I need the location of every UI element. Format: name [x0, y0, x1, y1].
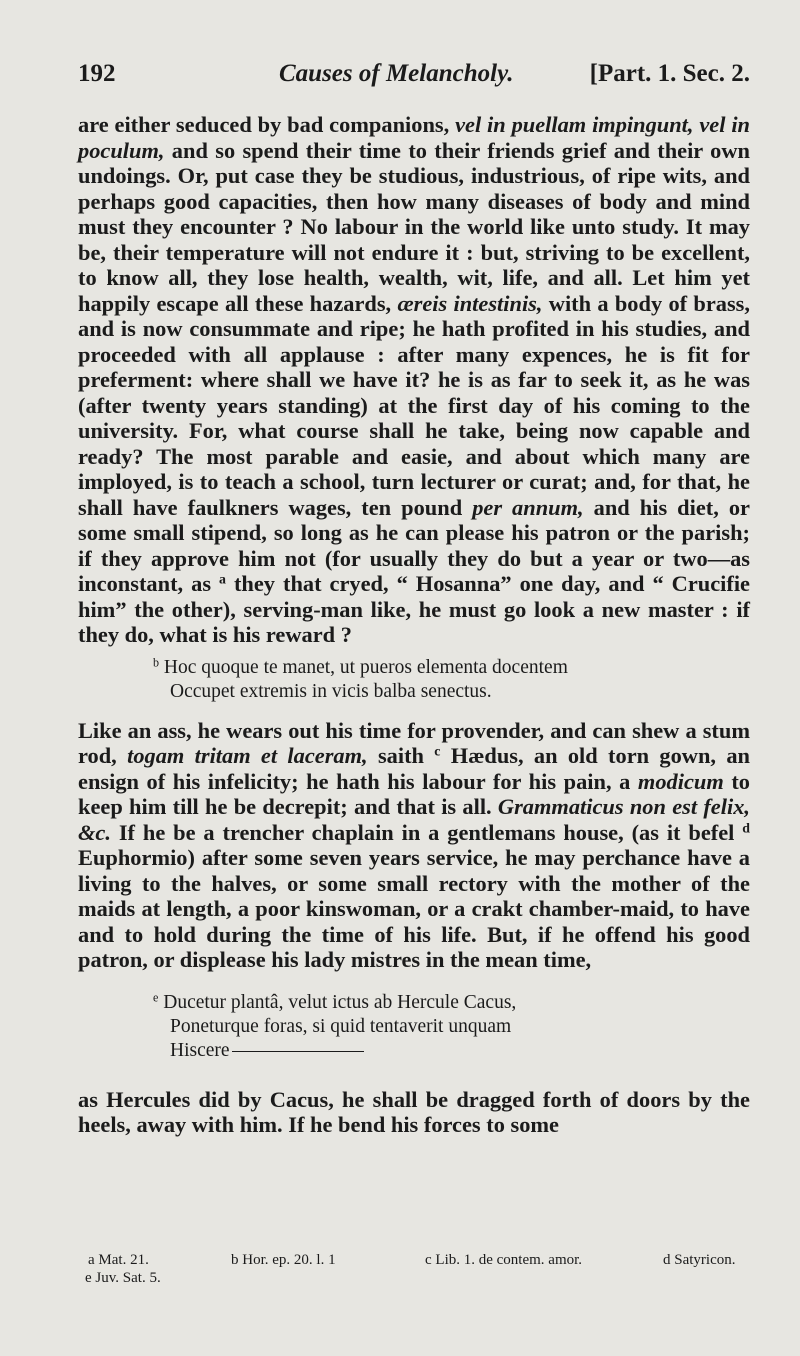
verse-text: Ducetur plantâ, velut ictus ab Hercule Cacus,	[158, 991, 517, 1013]
footnote-marker-c: c	[434, 744, 441, 760]
text-run: with a body of brass, and is now consummate and ripe; he hath profited in his studies, and proceeded with all applause : after many expences, he is fit for preferment: where shall we have it? he is as far to seek it, as he was (after twenty years standing) at the first day of his coming to the university. For, what course shall he take, being now capable and ready? The most parable and easie, and about which many are imployed, is to teach a school, turn lecturer or curat; and, for that, he shall have faulkners wages, ten pound	[78, 290, 750, 520]
paragraph-1	[78, 112, 750, 648]
text-run: are either seduced by bad companions,	[78, 112, 456, 137]
footnote-a: a Mat. 21.	[88, 1252, 149, 1268]
latin-phrase: per annum,	[472, 494, 584, 520]
latin-phrase: togam tritam et laceram,	[127, 743, 368, 768]
footnote-marker-a: a	[219, 572, 226, 588]
running-header	[78, 60, 750, 96]
text-run: Hædus, an old torn gown, an ensign of his infelicity; he hath his labour for his pain, a	[78, 743, 750, 794]
latin-phrase: Grammaticus non est felix, &c.	[78, 794, 750, 845]
text-run: If he be a trencher chaplain in a gentlemans house, (as it befel	[110, 819, 743, 845]
paragraph-3: as Hercules did by Cacus, he shall be dragged forth of doors by the heels, away with him. If he bend his forces to some	[78, 1086, 750, 1137]
latin-phrase: vel in puellam impingunt, vel in poculum,	[78, 112, 750, 163]
verse-line	[153, 656, 750, 680]
footnote-marker-b: b	[153, 654, 160, 669]
verse-quote-2	[153, 991, 750, 1063]
verse-text: Hoc quoque te manet, ut pueros elementa docentem	[159, 656, 568, 678]
text-run: to keep him till he be decrepit; and that is all.	[78, 768, 751, 819]
page-number: 192	[78, 60, 116, 87]
section-label: [Part. 1. Sec. 2.	[589, 60, 750, 87]
verse-line	[153, 1039, 750, 1063]
footnote-marker-e: e	[153, 989, 159, 1004]
verse-quote-1	[153, 656, 750, 704]
verse-line: Occupet extremis in vicis balba senectus.	[170, 680, 492, 702]
text-run: and his diet, or some small stipend, so long as he can please his patron or the parish; if they approve him not (for usually they do but a year or two—as inconstant, as	[78, 494, 750, 596]
verse-line: Poneturque foras, si quid tentaverit unquam	[170, 1015, 512, 1037]
footnote-b: b Hor. ep. 20. l. 1	[231, 1252, 336, 1268]
text-run: Like an ass, he wears out his time for provender, and can shew a stum rod,	[78, 717, 750, 768]
text-run: they that cryed, “ Hosanna” one day, and “ Crucifie him” the other), serving-man like, he must go look a new master : if they do, what is his reward ?	[78, 571, 750, 647]
verse-line	[153, 991, 750, 1015]
paragraph-2	[78, 718, 750, 973]
latin-phrase: æreis intestinis,	[397, 290, 543, 316]
text-run: saith	[367, 743, 435, 768]
footnote-marker-d: d	[742, 820, 750, 836]
running-title: Causes of Melancholy.	[279, 60, 514, 87]
text-run: Euphormio) after some seven years service, he may perchance have a living to the halves, or some small rectory with the mother of the maids at length, a poor kinswoman, or a crakt chamber-maid, to have and to hold during the time of his life. But, if he offend his good patron, or displease his lady mistres in the mean time,	[78, 845, 750, 972]
footnote-e: e Juv. Sat. 5.	[85, 1270, 161, 1286]
text-run: and so spend their time to their friends grief and their own undoings. Or, put case they be studious, industrious, of ripe wits, and perhaps good capacities, then how many diseases of body and mind must they encounter ? No labour in the world like unto study. It may be, their temperature will not endure it : but, striving to be excellent, to know all, they lose health, wealth, wit, life, and all. Let him yet happily escape all these hazards,	[78, 137, 750, 316]
footnote-c: c Lib. 1. de contem. amor.	[425, 1252, 583, 1268]
break-rule	[232, 1051, 364, 1052]
footnote-d: d Satyricon.	[663, 1252, 736, 1268]
verse-text: Hiscere	[170, 1039, 230, 1061]
main-text	[78, 112, 750, 1138]
latin-phrase: modicum	[637, 768, 724, 794]
